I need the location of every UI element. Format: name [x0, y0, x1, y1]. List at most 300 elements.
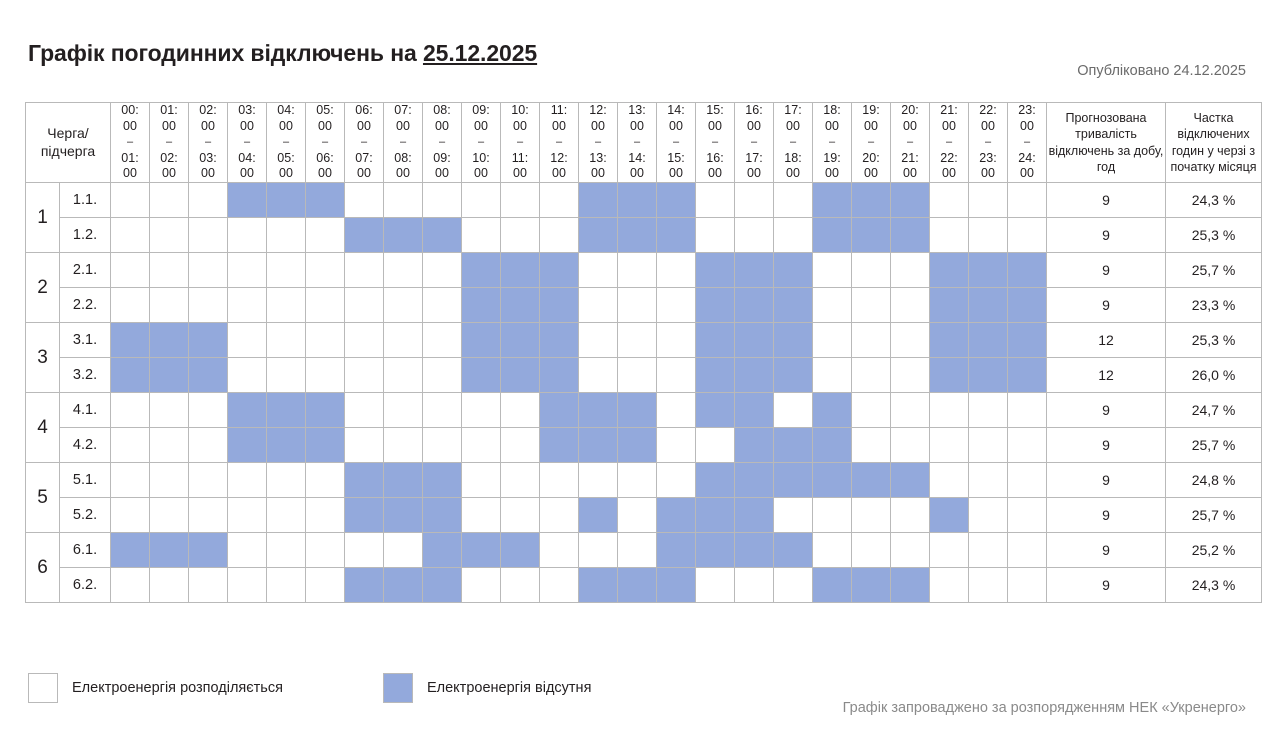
- cell-1.1-h10: [501, 183, 540, 218]
- cell-2.1-h15: [696, 253, 735, 288]
- cell-6.1-h10: [501, 533, 540, 568]
- cell-2.2-h19: [852, 288, 891, 323]
- cell-5.1-h9: [462, 463, 501, 498]
- duration-value: 9: [1047, 463, 1166, 498]
- hour-to: 16: 00: [706, 150, 724, 181]
- legend-swatch-on: [28, 673, 58, 703]
- hour-to: 03: 00: [199, 150, 217, 181]
- cell-2.2-h9: [462, 288, 501, 323]
- cell-6.1-h8: [423, 533, 462, 568]
- cell-2.2-h3: [228, 288, 267, 323]
- column-header-hour-3: [228, 103, 267, 183]
- cell-4.2-h11: [540, 428, 579, 463]
- table-row: [26, 463, 1262, 498]
- cell-3.2-h9: [462, 358, 501, 393]
- duration-value: 9: [1047, 218, 1166, 253]
- cell-1.1-h15: [696, 183, 735, 218]
- subqueue-label-6.2: 6.2.: [60, 568, 111, 603]
- cell-4.2-h23: [1008, 428, 1047, 463]
- cell-5.2-h20: [891, 498, 930, 533]
- queue-number-1: 1: [26, 183, 60, 253]
- subqueue-label-5.1: 5.1.: [60, 463, 111, 498]
- cell-5.1-h5: [306, 463, 345, 498]
- hour-to: 12: 00: [550, 150, 568, 181]
- column-header-hour-22: [969, 103, 1008, 183]
- cell-2.1-h21: [930, 253, 969, 288]
- cell-3.2-h10: [501, 358, 540, 393]
- cell-1.1-h12: [579, 183, 618, 218]
- cell-4.2-h0: [111, 428, 150, 463]
- cell-5.2-h12: [579, 498, 618, 533]
- cell-1.2-h16: [735, 218, 774, 253]
- cell-3.1-h15: [696, 323, 735, 358]
- hour-dash: –: [984, 136, 992, 149]
- duration-value: 12: [1047, 358, 1166, 393]
- cell-3.1-h20: [891, 323, 930, 358]
- cell-3.2-h0: [111, 358, 150, 393]
- cell-4.2-h13: [618, 428, 657, 463]
- cell-1.2-h7: [384, 218, 423, 253]
- cell-6.2-h5: [306, 568, 345, 603]
- hour-dash: –: [399, 136, 407, 149]
- subqueue-label-3.2: 3.2.: [60, 358, 111, 393]
- legend-label-on: Електроенергія розподіляється: [72, 680, 283, 696]
- cell-2.1-h5: [306, 253, 345, 288]
- cell-1.1-h13: [618, 183, 657, 218]
- cell-2.2-h15: [696, 288, 735, 323]
- hour-dash: –: [672, 136, 680, 149]
- hour-to: 11: 00: [511, 150, 529, 181]
- cell-1.2-h17: [774, 218, 813, 253]
- column-header-hour-5: [306, 103, 345, 183]
- table-row: [26, 183, 1262, 218]
- hour-to: 10: 00: [472, 150, 490, 181]
- hour-to: 13: 00: [589, 150, 607, 181]
- cell-3.2-h1: [150, 358, 189, 393]
- cell-2.1-h0: [111, 253, 150, 288]
- cell-1.1-h2: [189, 183, 228, 218]
- subqueue-label-2.1: 2.1.: [60, 253, 111, 288]
- hour-to: 06: 00: [316, 150, 334, 181]
- cell-4.1-h12: [579, 393, 618, 428]
- cell-6.1-h4: [267, 533, 306, 568]
- cell-5.2-h6: [345, 498, 384, 533]
- cell-6.2-h0: [111, 568, 150, 603]
- cell-1.1-h22: [969, 183, 1008, 218]
- cell-4.1-h20: [891, 393, 930, 428]
- cell-5.2-h23: [1008, 498, 1047, 533]
- cell-3.2-h6: [345, 358, 384, 393]
- hour-dash: –: [1023, 136, 1031, 149]
- cell-3.1-h5: [306, 323, 345, 358]
- table-row: [26, 498, 1262, 533]
- cell-4.1-h17: [774, 393, 813, 428]
- cell-5.2-h0: [111, 498, 150, 533]
- cell-6.1-h18: [813, 533, 852, 568]
- hour-from: 00: 00: [121, 103, 139, 133]
- cell-5.1-h10: [501, 463, 540, 498]
- cell-3.2-h11: [540, 358, 579, 393]
- cell-6.1-h15: [696, 533, 735, 568]
- cell-6.1-h17: [774, 533, 813, 568]
- page-title-prefix: Графік погодинних відключень на: [28, 40, 423, 66]
- cell-2.2-h8: [423, 288, 462, 323]
- cell-3.2-h20: [891, 358, 930, 393]
- subqueue-label-3.1: 3.1.: [60, 323, 111, 358]
- hour-dash: –: [906, 136, 914, 149]
- cell-2.1-h10: [501, 253, 540, 288]
- cell-1.2-h9: [462, 218, 501, 253]
- cell-5.2-h19: [852, 498, 891, 533]
- cell-2.2-h20: [891, 288, 930, 323]
- cell-4.2-h5: [306, 428, 345, 463]
- cell-3.1-h22: [969, 323, 1008, 358]
- cell-3.1-h12: [579, 323, 618, 358]
- hour-dash: –: [750, 136, 758, 149]
- hour-from: 09: 00: [472, 103, 490, 133]
- queue-number-2: 2: [26, 253, 60, 323]
- cell-4.1-h7: [384, 393, 423, 428]
- cell-6.2-h20: [891, 568, 930, 603]
- hour-dash: –: [945, 136, 953, 149]
- cell-1.1-h21: [930, 183, 969, 218]
- hour-dash: –: [867, 136, 875, 149]
- cell-6.2-h14: [657, 568, 696, 603]
- cell-6.2-h6: [345, 568, 384, 603]
- hour-dash: –: [438, 136, 446, 149]
- hour-dash: –: [360, 136, 368, 149]
- table-row: [26, 218, 1262, 253]
- cell-5.1-h2: [189, 463, 228, 498]
- cell-4.2-h8: [423, 428, 462, 463]
- table-row: [26, 288, 1262, 323]
- hour-to: 14: 00: [628, 150, 646, 181]
- cell-6.2-h10: [501, 568, 540, 603]
- cell-6.2-h2: [189, 568, 228, 603]
- hour-from: 06: 00: [355, 103, 373, 133]
- cell-5.2-h11: [540, 498, 579, 533]
- cell-5.1-h8: [423, 463, 462, 498]
- duration-value: 9: [1047, 393, 1166, 428]
- hour-to: 23: 00: [979, 150, 997, 181]
- share-value: 25,7 %: [1166, 428, 1262, 463]
- cell-1.2-h4: [267, 218, 306, 253]
- hour-to: 05: 00: [277, 150, 295, 181]
- cell-6.1-h11: [540, 533, 579, 568]
- column-header-hour-9: [462, 103, 501, 183]
- cell-5.2-h22: [969, 498, 1008, 533]
- hour-from: 01: 00: [160, 103, 178, 133]
- cell-2.1-h23: [1008, 253, 1047, 288]
- subqueue-label-4.2: 4.2.: [60, 428, 111, 463]
- cell-6.1-h22: [969, 533, 1008, 568]
- hour-dash: –: [633, 136, 641, 149]
- cell-1.2-h13: [618, 218, 657, 253]
- legend-item-off: [383, 673, 591, 703]
- cell-1.1-h20: [891, 183, 930, 218]
- hour-from: 16: 00: [745, 103, 763, 133]
- duration-value: 9: [1047, 568, 1166, 603]
- column-header-hour-1: [150, 103, 189, 183]
- cell-5.2-h14: [657, 498, 696, 533]
- hour-from: 02: 00: [199, 103, 217, 133]
- cell-5.1-h20: [891, 463, 930, 498]
- cell-2.2-h11: [540, 288, 579, 323]
- cell-1.1-h9: [462, 183, 501, 218]
- cell-6.2-h1: [150, 568, 189, 603]
- cell-2.1-h3: [228, 253, 267, 288]
- cell-6.2-h11: [540, 568, 579, 603]
- cell-5.2-h5: [306, 498, 345, 533]
- hour-from: 12: 00: [589, 103, 607, 133]
- cell-3.2-h4: [267, 358, 306, 393]
- hour-from: 07: 00: [394, 103, 412, 133]
- cell-4.1-h5: [306, 393, 345, 428]
- cell-4.2-h17: [774, 428, 813, 463]
- column-header-hour-0: [111, 103, 150, 183]
- cell-4.2-h14: [657, 428, 696, 463]
- cell-2.1-h16: [735, 253, 774, 288]
- legend-label-off: Електроенергія відсутня: [426, 680, 592, 696]
- share-value: 24,3 %: [1166, 568, 1262, 603]
- cell-5.2-h13: [618, 498, 657, 533]
- cell-6.1-h19: [852, 533, 891, 568]
- cell-2.2-h13: [618, 288, 657, 323]
- share-value: 23,3 %: [1166, 288, 1262, 323]
- hour-from: 10: 00: [511, 103, 529, 133]
- column-header-queue-line2: підчерга: [40, 142, 96, 159]
- cell-4.2-h9: [462, 428, 501, 463]
- cell-5.1-h3: [228, 463, 267, 498]
- hour-from: 20: 00: [901, 103, 919, 133]
- cell-1.1-h7: [384, 183, 423, 218]
- cell-3.2-h22: [969, 358, 1008, 393]
- cell-6.2-h13: [618, 568, 657, 603]
- cell-1.2-h19: [852, 218, 891, 253]
- cell-5.1-h12: [579, 463, 618, 498]
- published-label: Опубліковано 24.12.2025: [1077, 63, 1246, 79]
- share-value: 25,7 %: [1166, 253, 1262, 288]
- cell-2.2-h1: [150, 288, 189, 323]
- cell-5.1-h4: [267, 463, 306, 498]
- column-header-hour-18: [813, 103, 852, 183]
- column-header-hour-19: [852, 103, 891, 183]
- cell-5.2-h18: [813, 498, 852, 533]
- cell-1.2-h15: [696, 218, 735, 253]
- hour-to: 08: 00: [394, 150, 412, 181]
- cell-1.2-h12: [579, 218, 618, 253]
- cell-4.1-h1: [150, 393, 189, 428]
- cell-3.2-h14: [657, 358, 696, 393]
- cell-2.1-h22: [969, 253, 1008, 288]
- cell-2.2-h12: [579, 288, 618, 323]
- share-value: 26,0 %: [1166, 358, 1262, 393]
- cell-3.1-h17: [774, 323, 813, 358]
- cell-2.2-h6: [345, 288, 384, 323]
- hour-to: 01: 00: [121, 150, 139, 181]
- cell-3.2-h12: [579, 358, 618, 393]
- cell-3.1-h1: [150, 323, 189, 358]
- cell-6.2-h15: [696, 568, 735, 603]
- duration-value: 9: [1047, 498, 1166, 533]
- cell-2.2-h18: [813, 288, 852, 323]
- cell-4.2-h19: [852, 428, 891, 463]
- cell-3.2-h18: [813, 358, 852, 393]
- column-header-hour-20: [891, 103, 930, 183]
- cell-4.1-h3: [228, 393, 267, 428]
- column-header-hour-14: [657, 103, 696, 183]
- table-row: [26, 358, 1262, 393]
- cell-1.1-h8: [423, 183, 462, 218]
- cell-6.1-h0: [111, 533, 150, 568]
- cell-3.2-h3: [228, 358, 267, 393]
- cell-5.1-h15: [696, 463, 735, 498]
- hour-dash: –: [516, 136, 524, 149]
- cell-2.1-h9: [462, 253, 501, 288]
- hour-dash: –: [204, 136, 212, 149]
- cell-5.1-h17: [774, 463, 813, 498]
- share-value: 25,3 %: [1166, 323, 1262, 358]
- cell-6.1-h7: [384, 533, 423, 568]
- hour-dash: –: [243, 136, 251, 149]
- cell-6.1-h12: [579, 533, 618, 568]
- cell-2.1-h14: [657, 253, 696, 288]
- cell-3.2-h21: [930, 358, 969, 393]
- cell-3.1-h16: [735, 323, 774, 358]
- cell-2.1-h6: [345, 253, 384, 288]
- cell-1.1-h4: [267, 183, 306, 218]
- cell-1.1-h16: [735, 183, 774, 218]
- cell-4.1-h23: [1008, 393, 1047, 428]
- cell-6.2-h23: [1008, 568, 1047, 603]
- cell-6.1-h9: [462, 533, 501, 568]
- cell-2.1-h7: [384, 253, 423, 288]
- cell-2.1-h17: [774, 253, 813, 288]
- cell-6.2-h7: [384, 568, 423, 603]
- cell-6.1-h14: [657, 533, 696, 568]
- hour-to: 09: 00: [433, 150, 451, 181]
- cell-5.1-h18: [813, 463, 852, 498]
- cell-3.2-h17: [774, 358, 813, 393]
- cell-4.1-h15: [696, 393, 735, 428]
- duration-value: 12: [1047, 323, 1166, 358]
- hour-to: 07: 00: [355, 150, 373, 181]
- cell-5.1-h14: [657, 463, 696, 498]
- cell-3.1-h11: [540, 323, 579, 358]
- cell-5.2-h16: [735, 498, 774, 533]
- cell-5.2-h10: [501, 498, 540, 533]
- hour-from: 08: 00: [433, 103, 451, 133]
- column-header-hour-12: [579, 103, 618, 183]
- table-row: [26, 393, 1262, 428]
- cell-1.1-h17: [774, 183, 813, 218]
- hour-from: 17: 00: [784, 103, 802, 133]
- cell-6.1-h23: [1008, 533, 1047, 568]
- cell-1.1-h0: [111, 183, 150, 218]
- column-header-hour-16: [735, 103, 774, 183]
- hour-dash: –: [126, 136, 134, 149]
- cell-5.2-h9: [462, 498, 501, 533]
- hour-to: 17: 00: [745, 150, 763, 181]
- queue-number-4: 4: [26, 393, 60, 463]
- hour-dash: –: [789, 136, 797, 149]
- queue-number-6: 6: [26, 533, 60, 603]
- hour-to: 19: 00: [823, 150, 841, 181]
- page-title-date: 25.12.2025: [422, 40, 538, 66]
- cell-4.1-h6: [345, 393, 384, 428]
- table-row: [26, 253, 1262, 288]
- cell-6.2-h12: [579, 568, 618, 603]
- cell-4.2-h3: [228, 428, 267, 463]
- column-header-hour-7: [384, 103, 423, 183]
- cell-1.1-h11: [540, 183, 579, 218]
- cell-3.1-h23: [1008, 323, 1047, 358]
- hour-dash: –: [282, 136, 290, 149]
- cell-2.2-h16: [735, 288, 774, 323]
- cell-2.1-h4: [267, 253, 306, 288]
- cell-3.2-h13: [618, 358, 657, 393]
- hour-dash: –: [594, 136, 602, 149]
- cell-2.1-h2: [189, 253, 228, 288]
- cell-3.2-h5: [306, 358, 345, 393]
- hour-from: 22: 00: [979, 103, 997, 133]
- hour-from: 05: 00: [316, 103, 334, 133]
- cell-6.2-h22: [969, 568, 1008, 603]
- cell-1.2-h5: [306, 218, 345, 253]
- cell-6.2-h4: [267, 568, 306, 603]
- cell-4.2-h18: [813, 428, 852, 463]
- column-header-hour-4: [267, 103, 306, 183]
- table-header-row: [26, 103, 1262, 183]
- hour-to: 20: 00: [862, 150, 880, 181]
- hour-from: 18: 00: [823, 103, 841, 133]
- cell-5.2-h4: [267, 498, 306, 533]
- share-value: 25,2 %: [1166, 533, 1262, 568]
- column-header-queue: [26, 103, 111, 183]
- cell-5.2-h21: [930, 498, 969, 533]
- cell-2.2-h17: [774, 288, 813, 323]
- cell-2.1-h13: [618, 253, 657, 288]
- cell-4.1-h0: [111, 393, 150, 428]
- cell-1.2-h21: [930, 218, 969, 253]
- cell-3.1-h21: [930, 323, 969, 358]
- hour-from: 03: 00: [238, 103, 256, 133]
- cell-4.1-h19: [852, 393, 891, 428]
- cell-4.2-h16: [735, 428, 774, 463]
- cell-4.2-h10: [501, 428, 540, 463]
- cell-3.1-h6: [345, 323, 384, 358]
- cell-5.1-h21: [930, 463, 969, 498]
- hour-dash: –: [828, 136, 836, 149]
- cell-2.2-h23: [1008, 288, 1047, 323]
- cell-4.1-h8: [423, 393, 462, 428]
- cell-4.2-h2: [189, 428, 228, 463]
- cell-6.1-h6: [345, 533, 384, 568]
- cell-6.2-h21: [930, 568, 969, 603]
- share-value: 24,7 %: [1166, 393, 1262, 428]
- cell-2.1-h1: [150, 253, 189, 288]
- duration-value: 9: [1047, 183, 1166, 218]
- cell-2.2-h21: [930, 288, 969, 323]
- column-header-share: Частка відключених годин у черзі з початку місяця: [1166, 103, 1262, 183]
- cell-4.2-h15: [696, 428, 735, 463]
- cell-1.2-h10: [501, 218, 540, 253]
- cell-2.1-h18: [813, 253, 852, 288]
- cell-4.2-h22: [969, 428, 1008, 463]
- share-value: 24,8 %: [1166, 463, 1262, 498]
- cell-1.2-h3: [228, 218, 267, 253]
- cell-5.1-h6: [345, 463, 384, 498]
